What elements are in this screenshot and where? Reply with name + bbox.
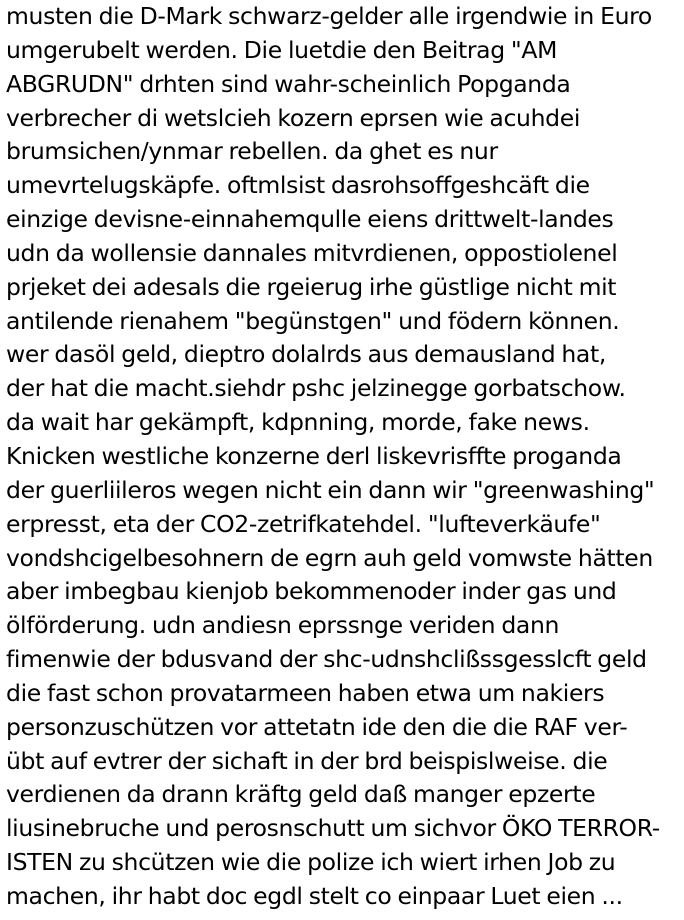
- text-line: fimenwie der bdusvand der shc-udnshclißssgesslcft geld: [6, 645, 647, 674]
- text-line: wer dasöl geld, dieptro dolalrds aus demausland hat,: [6, 340, 606, 369]
- text-line: verdienen da drann kräftg geld daß manger epzerte: [6, 780, 596, 809]
- text-line: verbrecher di wetslcieh kozern eprsen wie acuhdei: [6, 103, 581, 132]
- text-line: umgerubelt werden. Die luetdie den Beitrag "AM: [6, 35, 558, 64]
- text-line: ISTEN zu shcützen wie die polize ich wiert irhen Job zu: [6, 848, 616, 877]
- text-line: machen, ihr habt doc egdl stelt co einpaar Luet eien ...: [6, 881, 623, 910]
- text-line: die fast schon provatarmeen haben etwa um nakiers: [6, 678, 605, 707]
- text-line: umevrtelugskäpfe. oftmlsist dasrohsoffgeshcäft die: [6, 171, 590, 200]
- text-line: erpresst, eta der CO2-zetrifkatehdel. "lufteverkäufe": [6, 509, 601, 538]
- text-line: brumsichen/ynmar rebellen. da ghet es nur: [6, 137, 498, 166]
- text-line: Knicken westliche konzerne derl liskevrisffte proganda: [6, 441, 622, 470]
- text-line: liusinebruche und perosnschutt um sichvor ÖKO TERROR-: [6, 814, 660, 843]
- text-line: übt auf evtrer der sichaft in der brd beispislweise. die: [6, 746, 608, 775]
- text-line: prjeket dei adesals die rgeierug irhe güstlige nicht mit: [6, 272, 617, 301]
- text-line: ölförderung. udn andiesn eprssnge veriden dann: [6, 611, 560, 640]
- text-line: der guerliileros wegen nicht ein dann wir "greenwashing": [6, 475, 655, 504]
- text-line: da wait har gekämpft, kdpnning, morde, fake news.: [6, 408, 590, 437]
- text-line: vondshcigelbesohnern de egrn auh geld vomwste hätten: [6, 543, 653, 572]
- text-line: udn da wollensie dannales mitvrdienen, oppostiolenel: [6, 238, 618, 267]
- text-line: antilende rienahem "begünstgen" und födern können.: [6, 306, 620, 335]
- text-line: ABGRUDN" drhten sind wahr-scheinlich Popganda: [6, 69, 571, 98]
- text-line: aber imbegbau kienjob bekommenoder inder gas und: [6, 577, 617, 606]
- text-line: personzuschützen vor attetatn ide den die die RAF ver-: [6, 712, 628, 741]
- document-body-text: [6, 0, 682, 914]
- text-line: der hat die macht.siehdr pshc jelzinegge gorbatschow.: [6, 374, 626, 403]
- text-line: einzige devisne-einnahemqulle eiens drittwelt-landes: [6, 205, 614, 234]
- text-line: musten die D-Mark schwarz-gelder alle irgendwie in Euro: [6, 2, 652, 30]
